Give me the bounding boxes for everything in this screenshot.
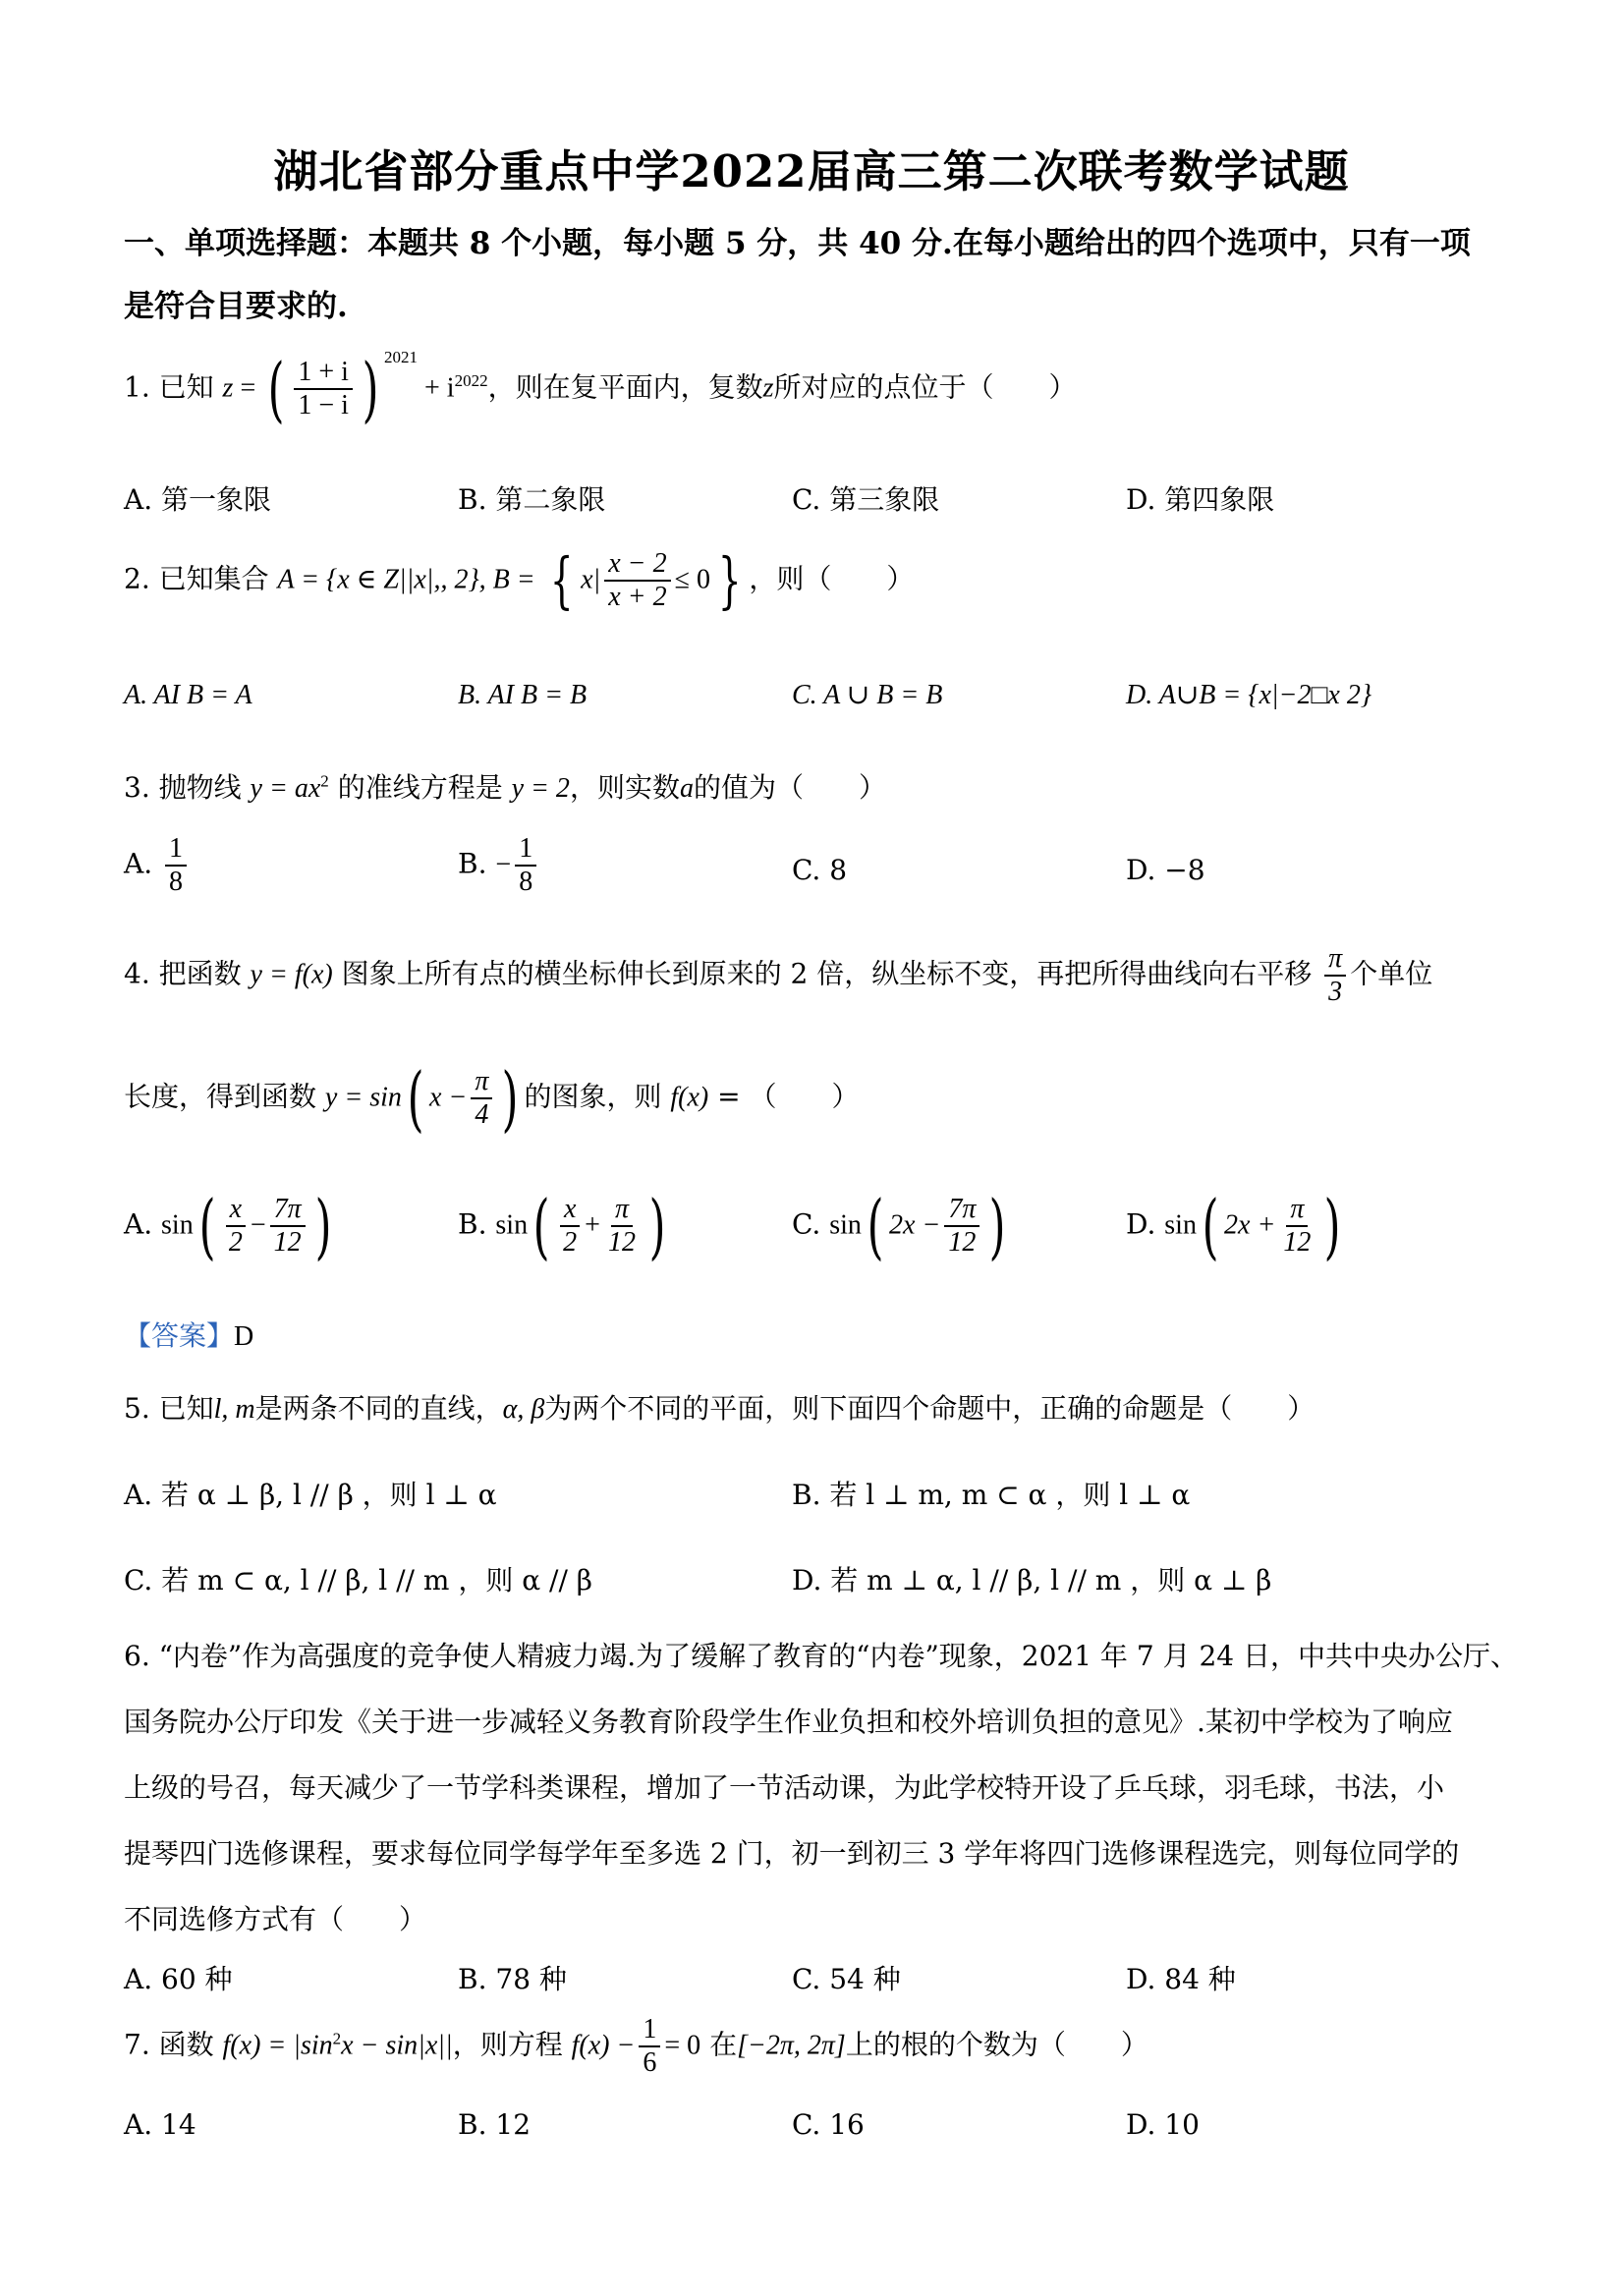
q4-option-d-paren-left: (	[1202, 1185, 1219, 1267]
q3-option-a-num: 1	[165, 833, 187, 867]
q4-pi4-frac	[471, 1066, 492, 1131]
q5-option-b: B. 若 l ⊥ m, m ⊂ α ，则 l ⊥ α	[792, 1479, 1191, 1511]
q7-option-b: B. 12	[458, 2108, 532, 2141]
q4-option-d-paren-right: )	[1323, 1185, 1341, 1267]
q4-option-a-paren-left: (	[198, 1185, 216, 1267]
q4-option-c-den: 12	[948, 1227, 977, 1258]
q5-text3: 为两个不同的平面，则下面四个命题中，正确的命题是（ ）	[544, 1392, 1315, 1425]
q7-option-d: D. 10	[1126, 2108, 1200, 2141]
q1-option-d: D. 第四象限	[1126, 483, 1275, 516]
question-2	[124, 544, 915, 617]
question-4-line2	[124, 1057, 860, 1140]
answer-tag: 【答案】	[124, 1319, 235, 1352]
q4-fx: y = f(x)	[250, 959, 333, 990]
q2-fraction-den: x + 2	[608, 582, 667, 613]
q2-option-a-text: A. AI B = A	[124, 680, 252, 710]
q2-option-d-text: D. A∪B = {x|−2□x 2}	[1126, 680, 1372, 710]
q4-option-a	[124, 1185, 337, 1267]
q6-line-5: 不同选修方式有（ ）	[124, 1903, 427, 1935]
q3-square: 2	[320, 771, 329, 791]
q2-fraction	[604, 548, 670, 613]
q4-pi4-den: 4	[475, 1099, 489, 1130]
q2-set-b-right: ≤ 0	[674, 564, 710, 595]
q5-lm: l, m	[213, 1394, 255, 1425]
q2-option-b-text: B. AI B = B	[458, 680, 588, 710]
q2-brace-right: }	[717, 544, 742, 617]
q7-frac-num: 1	[639, 2014, 660, 2047]
q1-rest2: 所对应的点位于（ ）	[773, 370, 1077, 404]
q4-option-c-paren-right: )	[988, 1185, 1006, 1267]
q4-option-b-op: +	[585, 1209, 600, 1241]
q7-frac-den: 6	[643, 2047, 657, 2079]
q4-option-b-frac1	[559, 1194, 581, 1259]
q5-option-a: A. 若 α ⊥ β, l // β ，则 l ⊥ α	[124, 1479, 497, 1511]
q4-option-c	[792, 1185, 1011, 1267]
q4-option-d-pre: 2x +	[1224, 1209, 1276, 1241]
q6-line-2: 国务院办公厅印发《关于进一步减轻义务教育阶段学生作业负担和校外培训负担的意见》.某初中学校为了响应	[124, 1706, 1453, 1738]
q4-option-d	[1126, 1185, 1346, 1267]
q1-prefix: 1. 已知	[124, 370, 214, 404]
q5-text2: 是两条不同的直线，	[254, 1392, 503, 1425]
q1-plus-i: + i	[418, 372, 455, 404]
q3-text4: 的值为（ ）	[693, 771, 886, 804]
q4-option-a-den2: 12	[273, 1227, 302, 1258]
q4-option-d-sin: sin	[1164, 1209, 1197, 1241]
q2-option-c-text: C. A ∪ B = B	[792, 680, 943, 710]
q5-text1: 5. 已知	[124, 1392, 214, 1425]
q4-option-c-num: 7π	[944, 1194, 979, 1227]
q4-option-b-num1: x	[560, 1194, 580, 1227]
q7-frac	[639, 2014, 660, 2079]
q4-option-d-label: D.	[1126, 1207, 1156, 1241]
q4-sin: y = sin	[324, 1082, 402, 1113]
q4-x-minus: x −	[429, 1082, 468, 1113]
section-heading-line1: 一、单项选择题：本题共 8 个小题，每小题 5 分，共 40 分.在每小题给出的四个选项中，只有一项	[124, 226, 1471, 261]
q4-option-c-sin: sin	[829, 1209, 862, 1241]
q6-line-3: 上级的号召，每天减少了一节学科类课程，增加了一节活动课，为此学校特开设了乒乓球，羽毛球，书法，小	[124, 1771, 1445, 1804]
q4-option-b-label: B.	[458, 1207, 487, 1241]
q7-text3: 在	[709, 2028, 738, 2061]
q3-a: a	[679, 773, 694, 804]
question-3	[124, 766, 886, 806]
q7-option-c: C. 16	[792, 2108, 865, 2141]
q4-answer	[124, 1315, 253, 1354]
q4-option-d-den: 12	[1283, 1227, 1312, 1258]
q4-pi4-num: π	[471, 1066, 492, 1099]
q2-brace-left: {	[549, 544, 574, 617]
q3-text3: ，则实数	[569, 771, 680, 804]
q4-option-b-den2: 12	[607, 1227, 636, 1258]
q4-paren-left: (	[407, 1057, 424, 1140]
q6-line-1: 6. “内卷”作为高强度的竞争使人精疲力竭.为了缓解了教育的“内卷”现象，2021 年 7 月 24 日，中共中央办公厅、	[124, 1640, 1518, 1672]
q4-text3: 个单位	[1350, 957, 1433, 990]
q1-option-b: B. 第二象限	[458, 483, 606, 516]
section-heading-line2: 是符合目要求的.	[124, 289, 348, 324]
q4-option-a-frac2	[270, 1194, 306, 1259]
q4-option-c-label: C.	[792, 1207, 821, 1241]
q1-option-a: A. 第一象限	[124, 483, 272, 516]
q4-text1: 4. 把函数	[124, 957, 242, 990]
q4-option-a-label: A.	[124, 1207, 153, 1241]
q3-directrix: y = 2	[511, 773, 570, 804]
q4-option-d-num: π	[1286, 1194, 1308, 1227]
q1-fraction-num: 1 + i	[294, 357, 353, 390]
answer-value: D	[234, 1321, 254, 1352]
q4-option-b-num2: π	[611, 1194, 633, 1227]
q3-option-b-den: 8	[519, 867, 533, 898]
q3-option-b-frac	[515, 833, 536, 898]
q1-z2: z	[762, 372, 774, 404]
q4-option-d-frac	[1279, 1194, 1315, 1259]
q4-option-c-paren-left: (	[867, 1185, 884, 1267]
q4-shift-frac	[1324, 943, 1346, 1008]
q4-option-a-num1: x	[226, 1194, 246, 1227]
q4-option-b-den1: 2	[563, 1227, 578, 1258]
question-1	[124, 348, 1077, 430]
q3-option-a	[124, 833, 191, 898]
q3-option-b	[458, 833, 540, 898]
q3-text1: 3. 抛物线	[124, 771, 242, 804]
q7-option-a: A. 14	[124, 2108, 196, 2141]
q1-exp1: 2021	[384, 348, 418, 367]
q4-fx2: f(x)	[670, 1082, 709, 1113]
q4-paren-right: )	[501, 1057, 519, 1140]
q2-set-b-left: x|	[581, 564, 601, 595]
q3-option-b-label: B.	[458, 847, 487, 880]
q4-text4: 长度，得到函数	[124, 1080, 317, 1113]
q4-option-b-paren-left: (	[532, 1185, 550, 1267]
q1-paren-right: )	[362, 348, 379, 430]
q6-option-a: A. 60 种	[124, 1963, 233, 1995]
q4-option-a-den1: 2	[228, 1227, 243, 1258]
q4-option-c-frac	[944, 1194, 979, 1259]
q1-z: z	[222, 372, 234, 404]
question-5	[124, 1387, 1315, 1427]
q2-set-a: A = {x ∈ Z||x|,, 2}, B =	[277, 564, 542, 595]
q7-interval: [−2π, 2π]	[737, 2030, 846, 2061]
q1-fraction	[294, 357, 353, 421]
q4-option-a-sin: sin	[161, 1209, 194, 1241]
q2-option-d	[1126, 678, 1371, 711]
question-4-line1	[124, 943, 1432, 1008]
q7-eq2: = 0	[664, 2030, 701, 2061]
q4-option-b-sin: sin	[495, 1209, 529, 1241]
q5-option-c: C. 若 m ⊂ α, l // β, l // m ，则 α // β	[124, 1564, 592, 1596]
q2-suffix: ，则（ ）	[749, 562, 915, 595]
q1-exp2: 2022	[454, 371, 488, 391]
q4-option-b-paren-right: )	[648, 1185, 666, 1267]
q2-prefix: 2. 已知集合	[124, 562, 269, 595]
q5-option-d: D. 若 m ⊥ α, l // β, l // m ，则 α ⊥ β	[792, 1564, 1272, 1596]
q3-option-b-num: 1	[515, 833, 536, 867]
q4-option-b	[458, 1185, 671, 1267]
q3-option-a-frac	[165, 833, 187, 898]
q7-text2: ，则方程	[452, 2028, 563, 2061]
q2-fraction-num: x − 2	[604, 548, 670, 582]
q3-option-c: C. 8	[792, 854, 848, 886]
q3-option-d: D. −8	[1126, 854, 1205, 886]
q4-option-a-op: −	[250, 1209, 266, 1241]
q3-text2: 的准线方程是	[337, 771, 503, 804]
q7-fx: f(x) = |sin	[222, 2030, 333, 2061]
q2-option-a	[124, 678, 252, 711]
q6-option-d: D. 84 种	[1126, 1963, 1236, 1995]
question-7	[124, 2014, 1148, 2079]
q3-option-b-sign: −	[495, 849, 512, 880]
q2-option-c	[792, 678, 942, 711]
q3-option-a-den: 8	[169, 867, 184, 898]
q7-eq: f(x) −	[571, 2030, 636, 2061]
q1-paren-left: (	[267, 348, 285, 430]
q1-eq: =	[233, 372, 263, 404]
q4-option-a-num2: 7π	[270, 1194, 306, 1227]
q7-text1: 7. 函数	[124, 2028, 214, 2061]
q4-shift-den: 3	[1328, 977, 1343, 1008]
q6-option-b: B. 78 种	[458, 1963, 567, 1995]
q4-option-a-paren-right: )	[314, 1185, 332, 1267]
q1-option-c: C. 第三象限	[792, 483, 940, 516]
q4-shift-num: π	[1324, 943, 1346, 977]
q4-text6: = （ ）	[708, 1080, 860, 1113]
q5-ab: α, β	[502, 1394, 545, 1425]
q3-option-a-label: A.	[124, 847, 153, 880]
q3-parabola: y = ax	[250, 773, 321, 804]
q4-text2: 图象上所有点的横坐标伸长到原来的 2 倍，纵坐标不变，再把所得曲线向右平移	[341, 957, 1313, 990]
q6-option-c: C. 54 种	[792, 1963, 901, 1995]
q4-option-b-frac2	[604, 1194, 640, 1259]
q7-square: 2	[332, 2029, 342, 2048]
q6-line-4: 提琴四门选修课程，要求每位同学每学年至多选 2 门，初一到初三 3 学年将四门选修课程选完，则每位同学的	[124, 1837, 1460, 1870]
q7-fx2: x − sin|x||	[341, 2030, 453, 2061]
q7-text4: 上的根的个数为（ ）	[845, 2028, 1148, 2061]
q1-rest: ，则在复平面内，复数	[487, 370, 763, 404]
q2-option-b	[458, 678, 587, 711]
q4-option-c-pre: 2x −	[889, 1209, 941, 1241]
q1-fraction-den: 1 − i	[298, 390, 349, 420]
q4-option-a-frac1	[225, 1194, 247, 1259]
q4-text5: 的图象，则	[524, 1080, 662, 1113]
page-title: 湖北省部分重点中学2022届高三第二次联考数学试题	[273, 145, 1350, 197]
